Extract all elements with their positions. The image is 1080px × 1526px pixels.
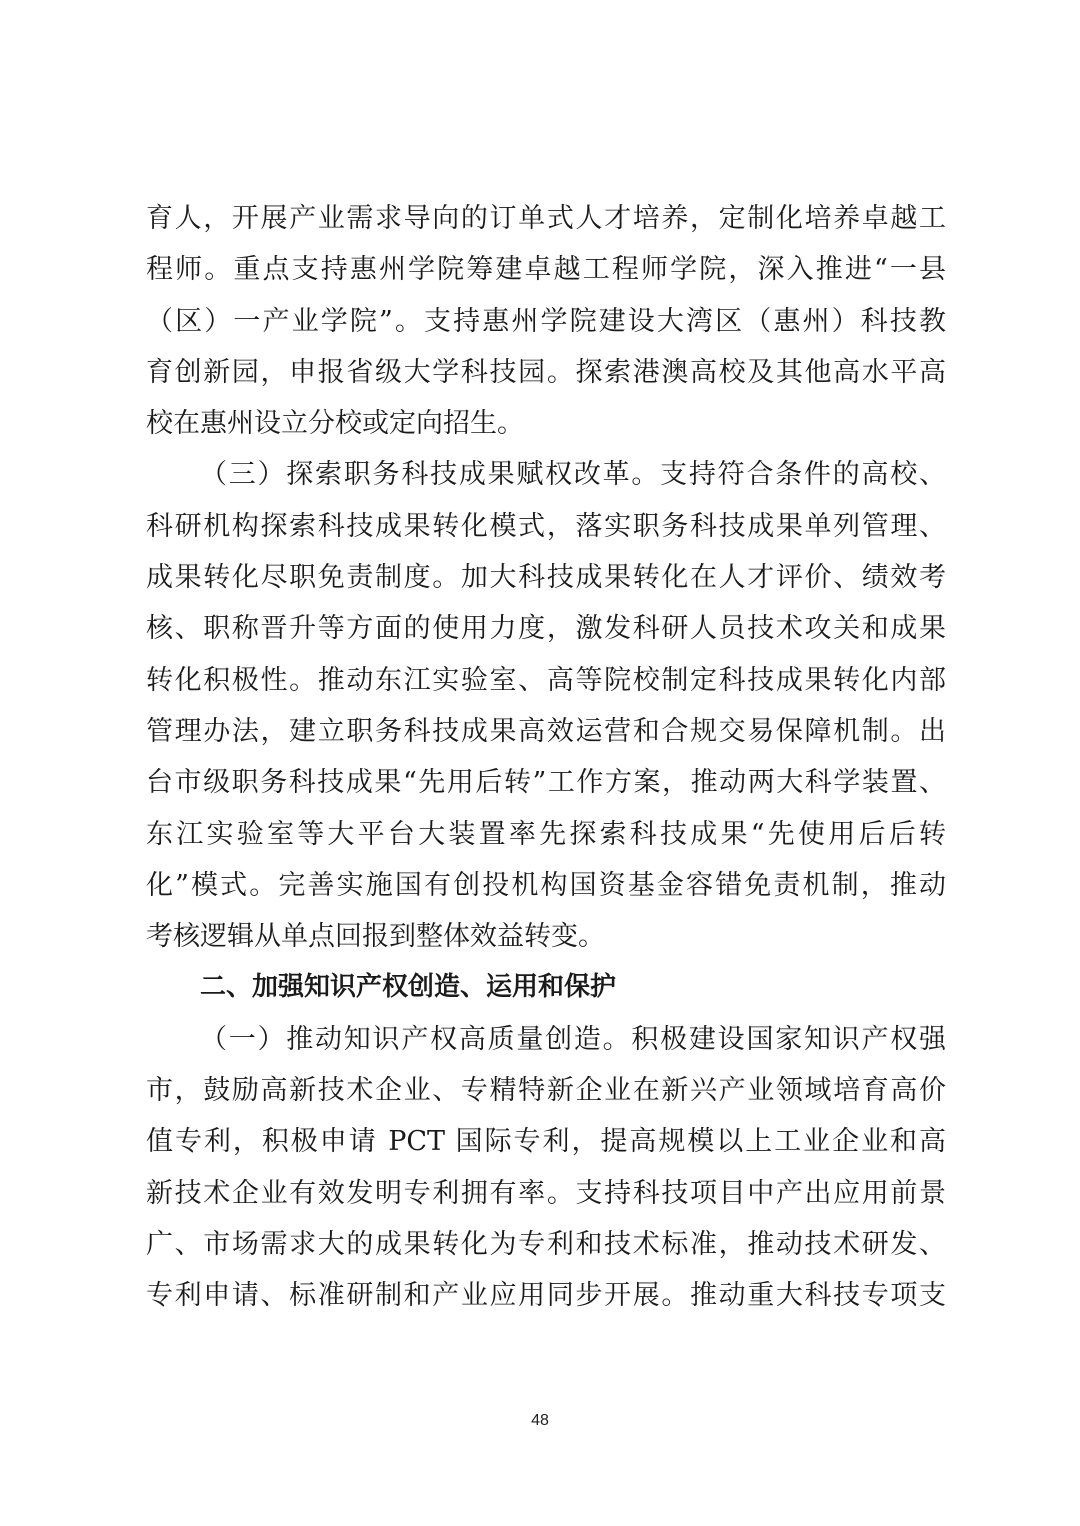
text-line: 考核逻辑从单点回报到整体效益转变。 [146, 921, 605, 953]
text-line: 值专利，积极申请 PCT 国际专利，提高规模以上工业企业和高 [146, 1126, 946, 1158]
section-heading: 二、加强知识产权创造、运用和保护 [200, 972, 617, 1003]
text-line: 核、职称晋升等方面的使用力度，激发科研人员技术攻关和成果 [146, 613, 946, 645]
text-line: 成果转化尽职免责制度。加大科技成果转化在人才评价、绩效考 [146, 562, 946, 594]
text-line: 专利申请、标准研制和产业应用同步开展。推动重大科技专项支 [146, 1280, 946, 1312]
body-text [146, 193, 946, 1322]
text-line: 科研机构探索科技成果转化模式，落实职务科技成果单列管理、 [146, 510, 946, 542]
text-line: 市，鼓励高新技术企业、专精特新企业在新兴产业领域培育高价 [146, 1075, 946, 1107]
text-line: 转化积极性。推动东江实验室、高等院校制定科技成果转化内部 [146, 664, 946, 696]
text-line: 程师。重点支持惠州学院筹建卓越工程师学院，深入推进“一县 [146, 254, 946, 286]
page-number: 48 [531, 1412, 549, 1429]
text-line: 育创新园，申报省级大学科技园。探索港澳高校及其他高水平高 [146, 356, 946, 388]
text-line: 管理办法，建立职务科技成果高效运营和合规交易保障机制。出 [146, 715, 946, 747]
text-line: 化”模式。完善实施国有创投机构国资基金容错免责机制，推动 [146, 869, 946, 901]
text-line: 新技术企业有效发明专利拥有率。支持科技项目中产出应用前景 [146, 1177, 946, 1209]
text-line: 台市级职务科技成果“先用后转”工作方案，推动两大科学装置、 [146, 767, 946, 799]
text-line: 育人，开展产业需求导向的订单式人才培养，定制化培养卓越工 [146, 203, 946, 234]
text-line: （三）探索职务科技成果赋权改革。支持符合条件的高校、 [200, 459, 946, 491]
text-line: 校在惠州设立分校或定向招生。 [146, 408, 524, 440]
text-line: 东江实验室等大平台大装置率先探索科技成果“先使用后后转 [146, 818, 946, 850]
text-line: （区）一产业学院”。支持惠州学院建设大湾区（惠州）科技教 [146, 305, 946, 337]
text-line: 广、市场需求大的成果转化为专利和技术标准，推动技术研发、 [146, 1228, 946, 1260]
text-line: （一）推动知识产权高质量创造。积极建设国家知识产权强 [200, 1023, 946, 1055]
